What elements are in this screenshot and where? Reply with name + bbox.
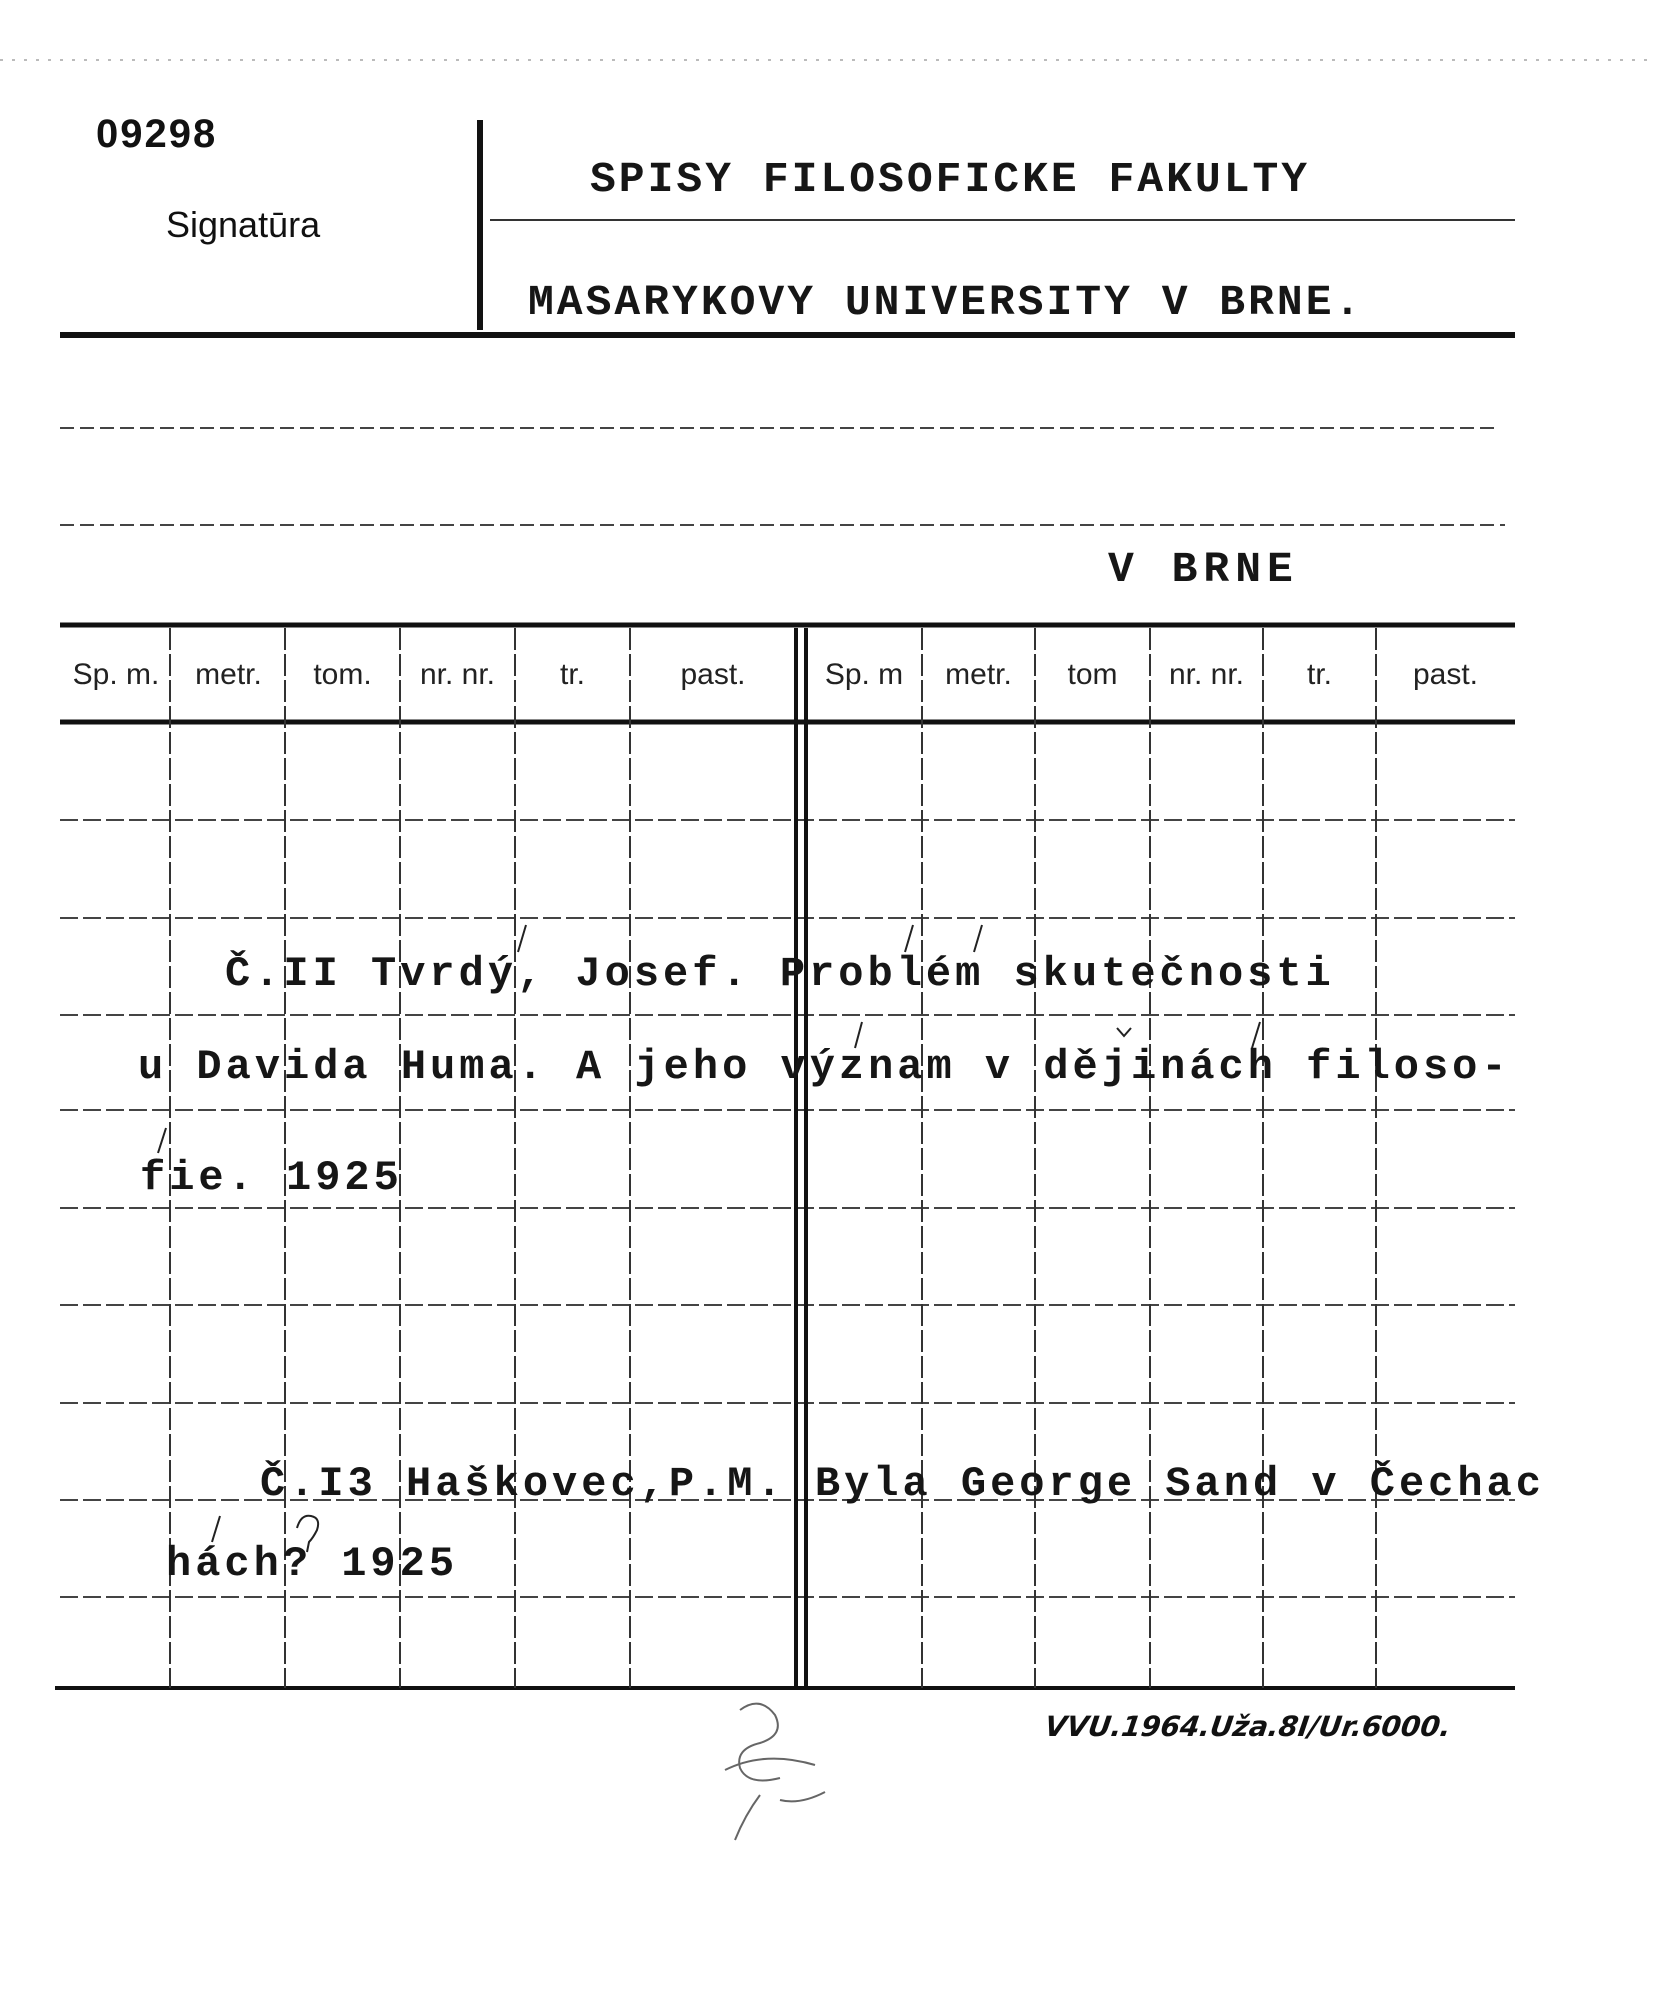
col-header-past: past.	[680, 658, 746, 691]
entry-line: Č.I3 Haškovec,P.M. Byla George Sand v Čechac	[260, 1460, 1545, 1508]
col-header-nr-nr: nr. nr.	[419, 658, 496, 691]
handwritten-accents	[158, 925, 1260, 1542]
col-header-tr: tr.	[559, 658, 585, 691]
col-header-tr-2: tr.	[1306, 658, 1332, 691]
col-header-metr: metr.	[195, 658, 262, 691]
entry-line: fie. 1925	[140, 1154, 403, 1202]
col-header-sp-m-2: Sp. m	[824, 658, 904, 691]
col-header-past-2: past.	[1412, 658, 1479, 691]
signature-number: 09298	[96, 112, 218, 156]
entry-line: Č.II Tvrdý, Josef. Problém skutečnosti	[225, 950, 1335, 998]
header-line-2: MASARYKOVY UNIVERSITY V BRNE.	[528, 278, 1364, 327]
signature-label: Signatūra	[166, 204, 321, 245]
entry-line: hách? 1925	[166, 1540, 459, 1588]
col-header-metr-2: metr.	[945, 658, 1012, 691]
entry-line: u Davida Huma. A jeho význam v dějinách filoso-	[138, 1043, 1511, 1091]
header-line-1: SPISY FILOSOFICKE FAKULTY	[590, 155, 1311, 204]
place-label: V BRNE	[1108, 545, 1299, 594]
col-header-sp-m: Sp. m.	[72, 658, 160, 691]
col-header-tom: tom.	[313, 658, 372, 691]
col-header-nr-nr-2: nr. nr.	[1168, 658, 1245, 691]
col-header-tom-2: tom	[1067, 658, 1118, 691]
stamp-scribble	[725, 1704, 825, 1840]
footer-note: VVU.1964.Uža.8I/Ur.6000.	[1042, 1710, 1454, 1743]
